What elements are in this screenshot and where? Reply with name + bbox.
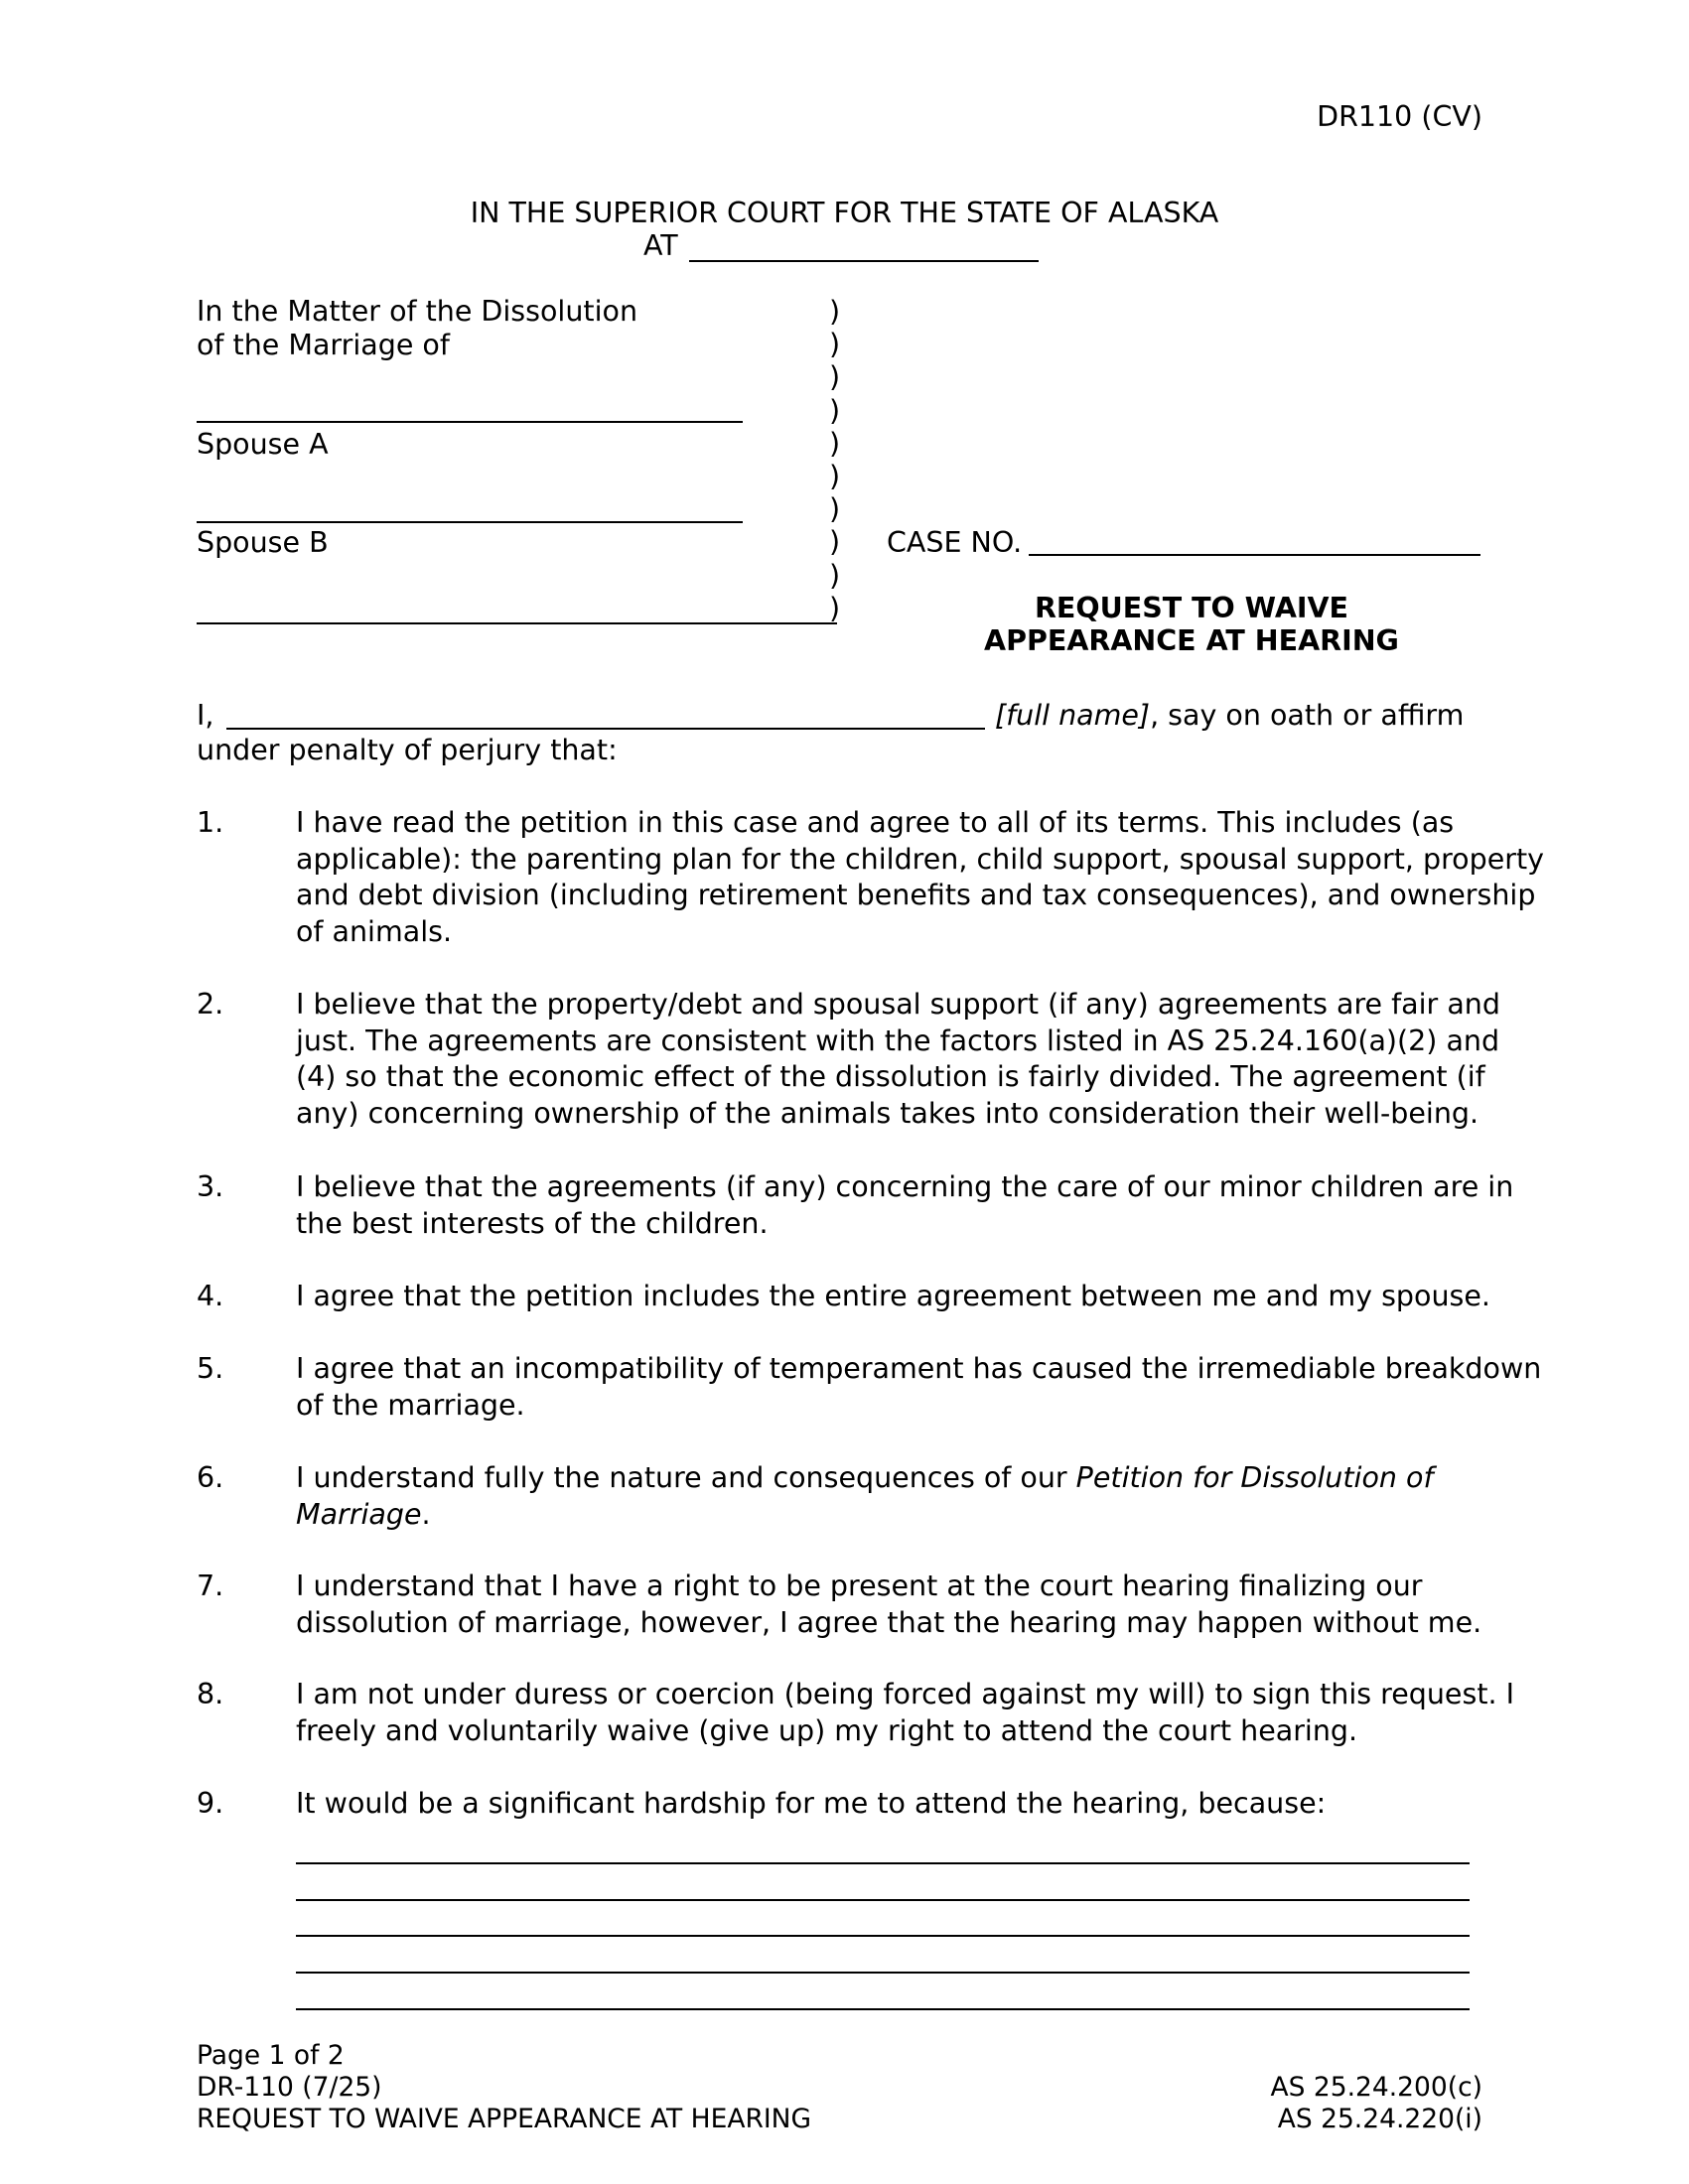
spouse-a-label: Spouse A (197, 428, 329, 461)
text-line: and debt division (including retirement benefits and tax consequences), and ownership (296, 879, 1536, 911)
court-at-label: AT (643, 229, 678, 262)
paren: ) (829, 426, 841, 460)
petition-title-italic: Marriage (296, 1497, 422, 1531)
hardship-reason-line[interactable] (296, 2008, 1470, 2010)
text-run: . (421, 1497, 431, 1531)
paragraph-number: 7. (197, 1570, 224, 1602)
paragraph-text (296, 805, 1544, 950)
spouse-b-name-field[interactable] (197, 521, 743, 523)
hardship-reason-line[interactable] (296, 1899, 1470, 1901)
case-no-field[interactable] (1029, 554, 1480, 556)
paren: ) (829, 525, 841, 559)
paragraph-number: 2. (197, 988, 224, 1021)
text-line: I believe that the agreements (if any) concerning the care of our minor children are in (296, 1170, 1514, 1203)
court-heading: IN THE SUPERIOR COURT FOR THE STATE OF ALASKA (470, 197, 1219, 229)
document-title (933, 592, 1450, 657)
paragraph-number: 3. (197, 1170, 224, 1203)
text-line: dissolution of marriage, however, I agree that the hearing may happen without me. (296, 1605, 1482, 1639)
full-name-hint: [full name] (995, 699, 1151, 732)
court-location-field[interactable] (689, 260, 1039, 262)
text-line: (4) so that the economic effect of the dissolution is fairly divided. The agreement (if (296, 1060, 1485, 1093)
text-run: I understand fully the nature and consequences of our (296, 1461, 1076, 1494)
text-line: It would be a significant hardship for me to attend the hearing, because: (296, 1787, 1327, 1820)
paragraph-text (296, 1351, 1542, 1424)
paragraph-text (296, 1786, 1487, 1823)
title-line-1: REQUEST TO WAIVE (1034, 592, 1349, 624)
oath-prefix: I, (197, 699, 214, 732)
paren: ) (829, 393, 841, 427)
matter-line-2: of the Marriage of (197, 329, 450, 361)
paragraph-text (296, 1460, 1487, 1533)
text-line: I believe that the property/debt and spousal support (if any) agreements are fair and (296, 988, 1500, 1021)
footer-form: DR-110 (7/25) (197, 2072, 382, 2103)
paren: ) (829, 558, 841, 592)
text-line: the best interests of the children. (296, 1206, 769, 1240)
text-line: of the marriage. (296, 1388, 525, 1422)
paragraph-number: 1. (197, 806, 224, 839)
paren: ) (829, 591, 841, 624)
paragraph-text (296, 987, 1500, 1132)
paragraph-text (296, 1279, 1490, 1315)
oath-line-1-tail (995, 698, 1464, 735)
hardship-reason-line[interactable] (296, 1935, 1470, 1937)
caption-paren-column (829, 295, 849, 624)
paragraph-number: 5. (197, 1352, 224, 1385)
full-name-field[interactable] (226, 728, 985, 730)
paragraph-text (296, 1569, 1487, 1641)
footer-title: REQUEST TO WAIVE APPEARANCE AT HEARING (197, 2104, 812, 2134)
hardship-reason-line[interactable] (296, 1972, 1470, 1974)
hardship-reason-line[interactable] (296, 1862, 1470, 1864)
text-line: freely and voluntarily waive (give up) my right to attend the court hearing. (296, 1713, 1358, 1747)
paragraph-text (296, 1169, 1514, 1242)
spouse-a-name-field[interactable] (197, 421, 743, 423)
paren: ) (829, 459, 841, 492)
matter-line-1: In the Matter of the Dissolution (197, 295, 638, 328)
paren: ) (829, 360, 841, 394)
footer-statute-2: AS 25.24.220(i) (1277, 2104, 1482, 2134)
text-line: just. The agreements are consistent with the factors listed in AS 25.24.160(a)(2) and (296, 1024, 1500, 1057)
paragraph-number: 8. (197, 1678, 224, 1710)
paren: ) (829, 295, 841, 328)
footer-page: Page 1 of 2 (197, 2040, 345, 2071)
text-line (296, 1460, 1487, 1497)
text-line: I have read the petition in this case and agree to all of its terms. This includes (as (296, 806, 1455, 839)
oath-line-2: under penalty of perjury that: (197, 734, 618, 766)
paren: ) (829, 328, 841, 361)
text-line: I agree that the petition includes the entire agreement between me and my spouse. (296, 1280, 1490, 1312)
petition-title-italic: Petition for Dissolution of (1075, 1461, 1434, 1494)
text-line: I am not under duress or coercion (being forced against my will) to sign this request. I (296, 1678, 1515, 1710)
paragraph-number: 4. (197, 1280, 224, 1312)
paragraph-text (296, 1677, 1515, 1749)
paragraph-number: 6. (197, 1461, 224, 1494)
case-no-label: CASE NO. (887, 526, 1023, 559)
paren: ) (829, 492, 841, 526)
text-line: applicable): the parenting plan for the children, child support, spousal support, property (296, 842, 1544, 876)
caption-bottom-line (197, 622, 837, 624)
form-code-top: DR110 (CV) (1317, 100, 1482, 133)
footer-statute-1: AS 25.24.200(c) (1270, 2072, 1482, 2103)
oath-suffix: , say on oath or affirm (1150, 699, 1465, 732)
text-line: I understand that I have a right to be present at the court hearing finalizing our (296, 1570, 1423, 1602)
title-line-2: APPEARANCE AT HEARING (984, 624, 1399, 657)
paragraph-number: 9. (197, 1787, 224, 1820)
text-line (296, 1497, 1487, 1534)
spouse-b-label: Spouse B (197, 526, 329, 559)
text-line: I agree that an incompatibility of temperament has caused the irremediable breakdown (296, 1352, 1542, 1385)
text-line: of animals. (296, 914, 453, 948)
text-line: any) concerning ownership of the animals takes into consideration their well-being. (296, 1096, 1479, 1130)
